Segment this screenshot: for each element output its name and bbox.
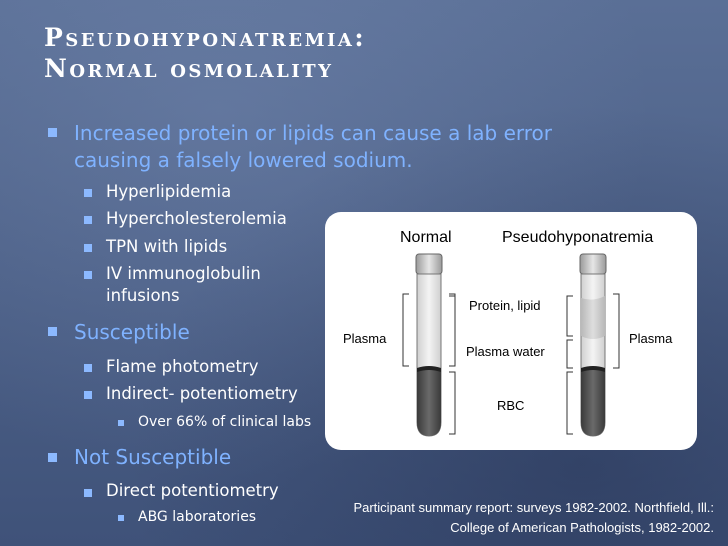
bullet-text: ABG laboratories <box>138 509 257 525</box>
bullet-square-icon <box>118 420 124 426</box>
title-line-1: Pseudohyponatremia: <box>44 23 367 52</box>
bullet-text: Indirect- potentiometry <box>106 384 298 403</box>
bullet-square-icon <box>48 128 57 137</box>
plasma-water-bracket-left <box>449 294 455 366</box>
normal-label: Normal <box>400 229 452 246</box>
bullet-square-icon <box>84 189 92 197</box>
protein-bracket-left <box>449 296 455 312</box>
bullet-square-icon <box>84 364 92 372</box>
bullet-square-icon <box>48 327 57 336</box>
bullet-text: TPN with lipids <box>106 237 228 256</box>
pseudohyponatremia-tube <box>580 254 606 436</box>
bullet-text: Direct potentiometry <box>106 481 279 500</box>
bullet-square-icon <box>48 453 57 462</box>
pseudohyponatremia-label: Pseudohyponatremia <box>502 229 654 246</box>
bullet-text: Not Susceptible <box>74 445 232 469</box>
plasma-label-left: Plasma <box>343 331 387 346</box>
rbc-label: RBC <box>497 398 525 413</box>
rbc-bracket-left <box>449 372 455 434</box>
bullet-square-icon <box>84 216 92 224</box>
bullet-text: Over 66% of clinical labs <box>138 414 312 430</box>
protein-bracket-right <box>567 296 573 336</box>
bullet-square-icon <box>84 489 92 497</box>
citation <box>353 498 714 538</box>
tube-diagram <box>325 212 697 450</box>
citation-line-1: Participant summary report: surveys 1982-2002. Northfield, Ill.: <box>353 500 714 515</box>
bullet-square-icon <box>84 391 92 399</box>
plasma-label-right: Plasma <box>629 331 673 346</box>
tube-diagram-panel <box>325 212 697 450</box>
normal-tube <box>416 254 442 436</box>
bullet-text: Hypercholesterolemia <box>106 209 287 228</box>
bullet-text: Flame photometry <box>106 357 259 376</box>
plasma-bracket-right <box>613 294 619 368</box>
bullet-square-icon <box>84 244 92 252</box>
plasma-water-bracket-right <box>567 340 573 368</box>
plasma-bracket-left <box>403 294 409 366</box>
title-line-2: Normal osmolality <box>44 54 334 83</box>
plasma-water-label: Plasma water <box>466 344 545 359</box>
bullet-square-icon <box>118 515 124 521</box>
rbc-bracket-right <box>567 372 573 434</box>
protein-lipid-label: Protein, lipid <box>469 298 541 313</box>
bullet-square-icon <box>84 271 92 279</box>
bullet-text: infusions <box>106 286 180 305</box>
bullet-text: Susceptible <box>74 320 190 344</box>
bullet-text: causing a falsely lowered sodium. <box>74 148 413 172</box>
citation-line-2: College of American Pathologists, 1982-2002. <box>450 520 714 535</box>
bullet-text: Hyperlipidemia <box>106 182 232 201</box>
bullet-text: Increased protein or lipids can cause a lab error <box>74 121 552 145</box>
bullet-text: IV immunoglobulin <box>106 264 261 283</box>
